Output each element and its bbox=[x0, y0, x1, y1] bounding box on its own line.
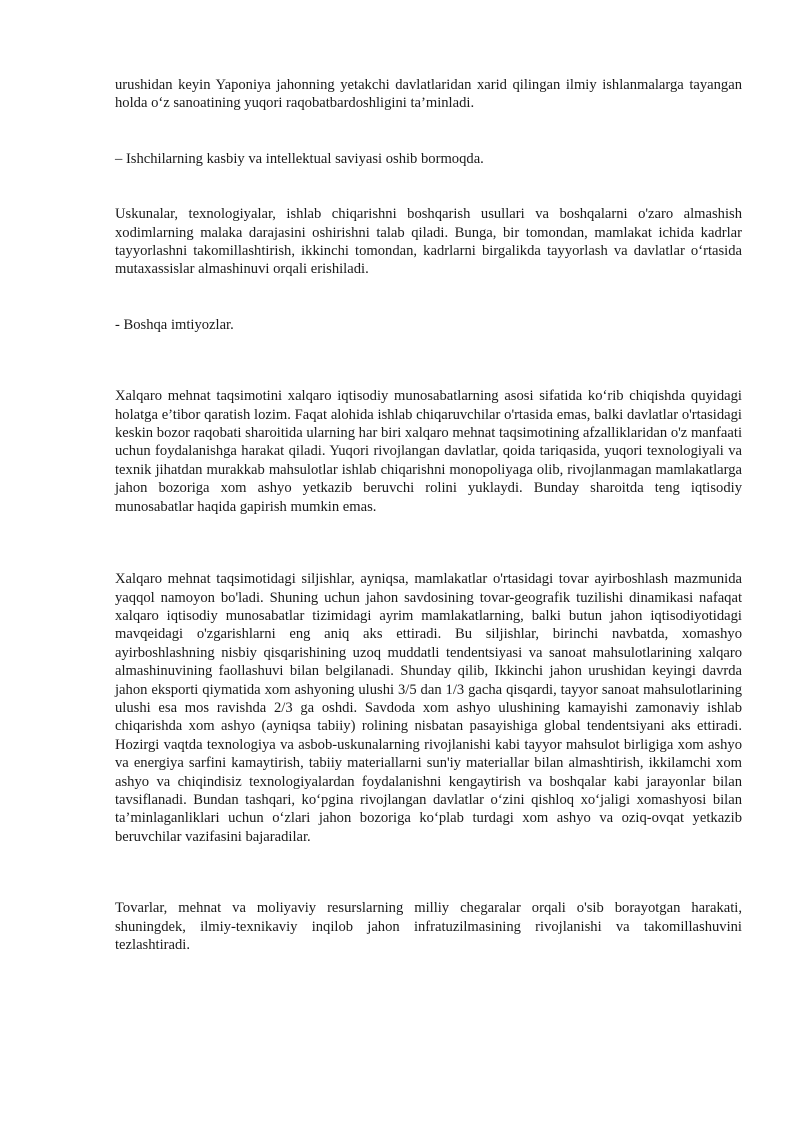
paragraph-equipment-exchange: Uskunalar, texnologiyalar, ishlab chiqarishni boshqarish usullari va boshqalarni o'zaro almashish xodimlarning malaka darajasini oshirishni talab qiladi. Bunga, bir tomondan, mamlakat ichida kadrlar tayyorlashni takomillashtirish, ikkinchi tomondan, kadrlarni birgalikda tayyorlash va davlatlar o‘rtasida mutaxassislar almashinuvi orqali erishiladi. bbox=[115, 206, 742, 278]
paragraph-labor-shifts: Xalqaro mehnat taqsimotidagi siljishlar, ayniqsa, mamlakatlar o'rtasidagi tovar ayirboshlash mazmunida yaqqol namoyon bo'ladi. Shuning uchun jahon savdosining tovar-geografik tuzilishi dinamikasi nafaqat xalqaro iqtisodiy munosabatlar tizimidagi ayrim mamlakatlarning, balki butun jahon iqtisodiyotidagi mavqeidagi o'zgarishlarni eng aniq aks ettiradi. Bu siljishlar, birinchi navbatda, xomashyo ayirboshlashning nisbiy qisqarishining uzoq muddatli tendentsiyasi va sanoat mahsulotlarining xalqaro almashinuvining faollashuvi bilan belgilanadi. Shunday qilib, Ikkinchi jahon urushidan keyingi davrda jahon eksporti qiymatida xom ashyoning ulushi 3/5 dan 1/3 gacha qisqardi, tayyor sanoat mahsulotlarining ulushi esa mos ravishda 2/3 ga oshdi. Savdoda xom ashyo ulushining kamayishi zamonaviy ishlab chiqarishda xom ashyo (ayniqsa tabiiy) rolining nisbatan pasayishiga global tendentsiyani aks ettiradi. Hozirgi vaqtda texnologiya va asbob-uskunalarning rivojlanishi kabi tayyor mahsulot birligiga xom ashyo va energiya sarfini kamaytirish, tabiiy materiallarni sun'iy materiallar bilan almashtirish, ikkilamchi xom ashyo va chiqindisiz texnologiyalardan foydalanishni kengaytirish va boshqalar kabi jarayonlar bilan tavsiflanadi. Bundan tashqari, ko‘pgina rivojlangan davlatlar o‘zini qishloq xo‘jaligi xomashyosi bilan ta’minlaganliklari uchun o‘zlari jahon bozoriga ko‘plab turdagi xom ashyo va oziq-ovqat yetkazib beruvchilar vazifasini bajaradilar. bbox=[115, 571, 742, 845]
paragraph-japan-industry: urushidan keyin Yaponiya jahonning yetakchi davlatlaridan xarid qilingan ilmiy ishlanmalarga tayangan holda o‘z sanoatining yuqori raqobatbardoshligini ta’minladi. bbox=[115, 77, 742, 112]
paragraph-workers-skill: – Ishchilarning kasbiy va intellektual saviyasi oshib bormoqda. bbox=[115, 150, 484, 167]
document-page bbox=[115, 76, 742, 954]
paragraph-labor-division: Xalqaro mehnat taqsimotini xalqaro iqtisodiy munosabatlarning asosi sifatida ko‘rib chiqishda quyidagi holatga e’tibor qaratish lozim. Faqat alohida ishlab chiqaruvchilar o'rtasida emas, balki davlatlar o'rtasidagi keskin bozor raqobati sharoitida ularning har biri xalqaro mehnat taqsimotining afzalliklaridan o'z manfaati uchun foydalanishga harakat qiladi. Yuqori rivojlangan davlatlar, qoida tariqasida, yuqori texnologiyali va texnik jihatdan murakkab mahsulotlar ishlab chiqarishni monopoliyaga olib, rivojlanmagan mamlakatlarga jahon bozoriga xom ashyo yetkazib beruvchi rolini yuklaydi. Bunday sharoitda teng iqtisodiy munosabatlar haqida gapirish mumkin emas. bbox=[115, 388, 742, 515]
paragraph-resources-movement: Tovarlar, mehnat va moliyaviy resurslarning milliy chegaralar orqali o'sib borayotgan harakati, shuningdek, ilmiy-texnikaviy inqilob jahon infratuzilmasining rivojlanishi va takomillashuvini tezlashtiradi. bbox=[115, 900, 742, 953]
paragraph-other-benefits: - Boshqa imtiyozlar. bbox=[115, 316, 234, 333]
